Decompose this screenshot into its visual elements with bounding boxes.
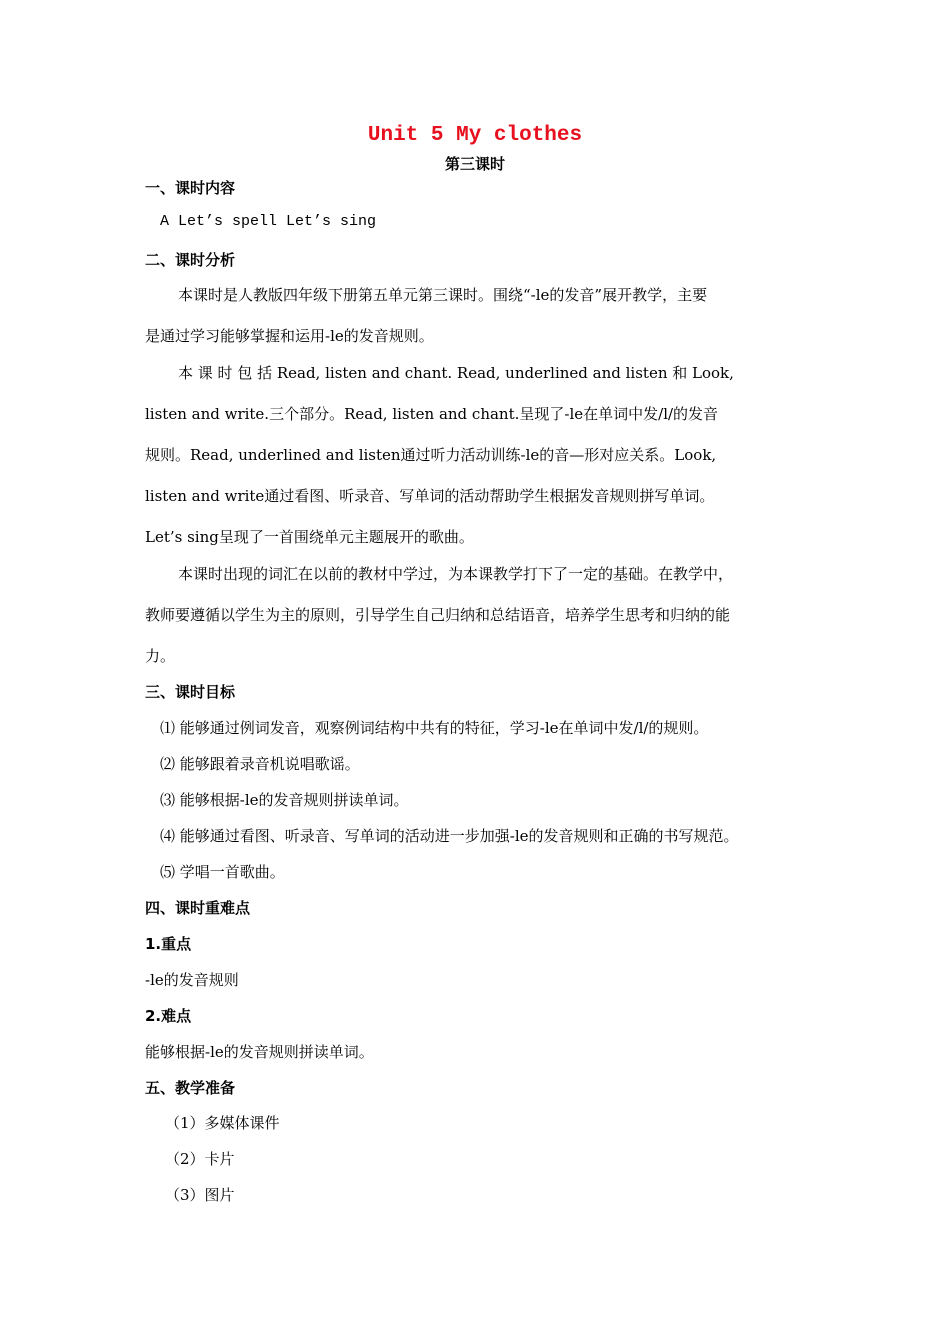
preparation-item: （2）卡片 <box>165 1150 235 1168</box>
section-heading: 三、课时目标 <box>145 683 236 701</box>
difficulty-label: 2.难点 <box>145 1007 192 1025</box>
section-heading: 四、课时重难点 <box>145 899 251 917</box>
lesson-subtitle: 第三课时 <box>444 155 505 173</box>
paragraph-line: 本 课 时 包 括 Read, listen and chant. Read, underlined and listen 和 Look, <box>178 364 734 382</box>
objective-item: ⑵ 能够跟着录音机说唱歌谣。 <box>160 755 360 773</box>
document-title: Unit 5 My clothes <box>367 124 583 147</box>
difficulty-text: 能够根据-le的发音规则拼读单词。 <box>145 1043 374 1061</box>
paragraph-line: 本课时出现的词汇在以前的教材中学过，为本课教学打下了一定的基础。在教学中， <box>178 565 734 583</box>
lesson-content-text: A Let’s spell Let’s sing <box>160 213 377 230</box>
paragraph-line: Let’s sing呈现了一首围绕单元主题展开的歌曲。 <box>145 528 474 546</box>
section-heading: 五、教学准备 <box>145 1079 236 1097</box>
preparation-item: （3）图片 <box>165 1186 235 1204</box>
paragraph-line: listen and write通过看图、听录音、写单词的活动帮助学生根据发音规则拼写单词。 <box>145 487 715 505</box>
objective-item: ⑸ 学唱一首歌曲。 <box>160 863 285 881</box>
paragraph-line: listen and write.三个部分。Read, listen and chant.呈现了-le在单词中发/l/的发音 <box>145 405 719 423</box>
paragraph-line: 教师要遵循以学生为主的原则，引导学生自己归纳和总结语音，培养学生思考和归纳的能 <box>145 606 731 624</box>
objective-item: ⑴ 能够通过例词发音，观察例词结构中共有的特征，学习-le在单词中发/l/的规则。 <box>160 719 709 737</box>
objective-item: ⑷ 能够通过看图、听录音、写单词的活动进一步加强-le的发音规则和正确的书写规范。 <box>160 827 739 845</box>
preparation-item: （1）多媒体课件 <box>165 1114 280 1132</box>
key-point-text: -le的发音规则 <box>145 971 239 989</box>
paragraph-line: 是通过学习能够掌握和运用-le的发音规则。 <box>145 327 434 345</box>
objective-item: ⑶ 能够根据-le的发音规则拼读单词。 <box>160 791 409 809</box>
section-heading: 二、课时分析 <box>145 251 236 269</box>
paragraph-line: 本课时是人教版四年级下册第五单元第三课时。围绕“-le的发音”展开教学，主要 <box>178 286 708 304</box>
paragraph-line: 力。 <box>145 647 176 665</box>
section-heading: 一、课时内容 <box>145 179 236 197</box>
paragraph-line: 规则。Read, underlined and listen通过听力活动训练-le的音—形对应关系。Look, <box>145 446 717 464</box>
key-point-label: 1.重点 <box>145 935 192 953</box>
